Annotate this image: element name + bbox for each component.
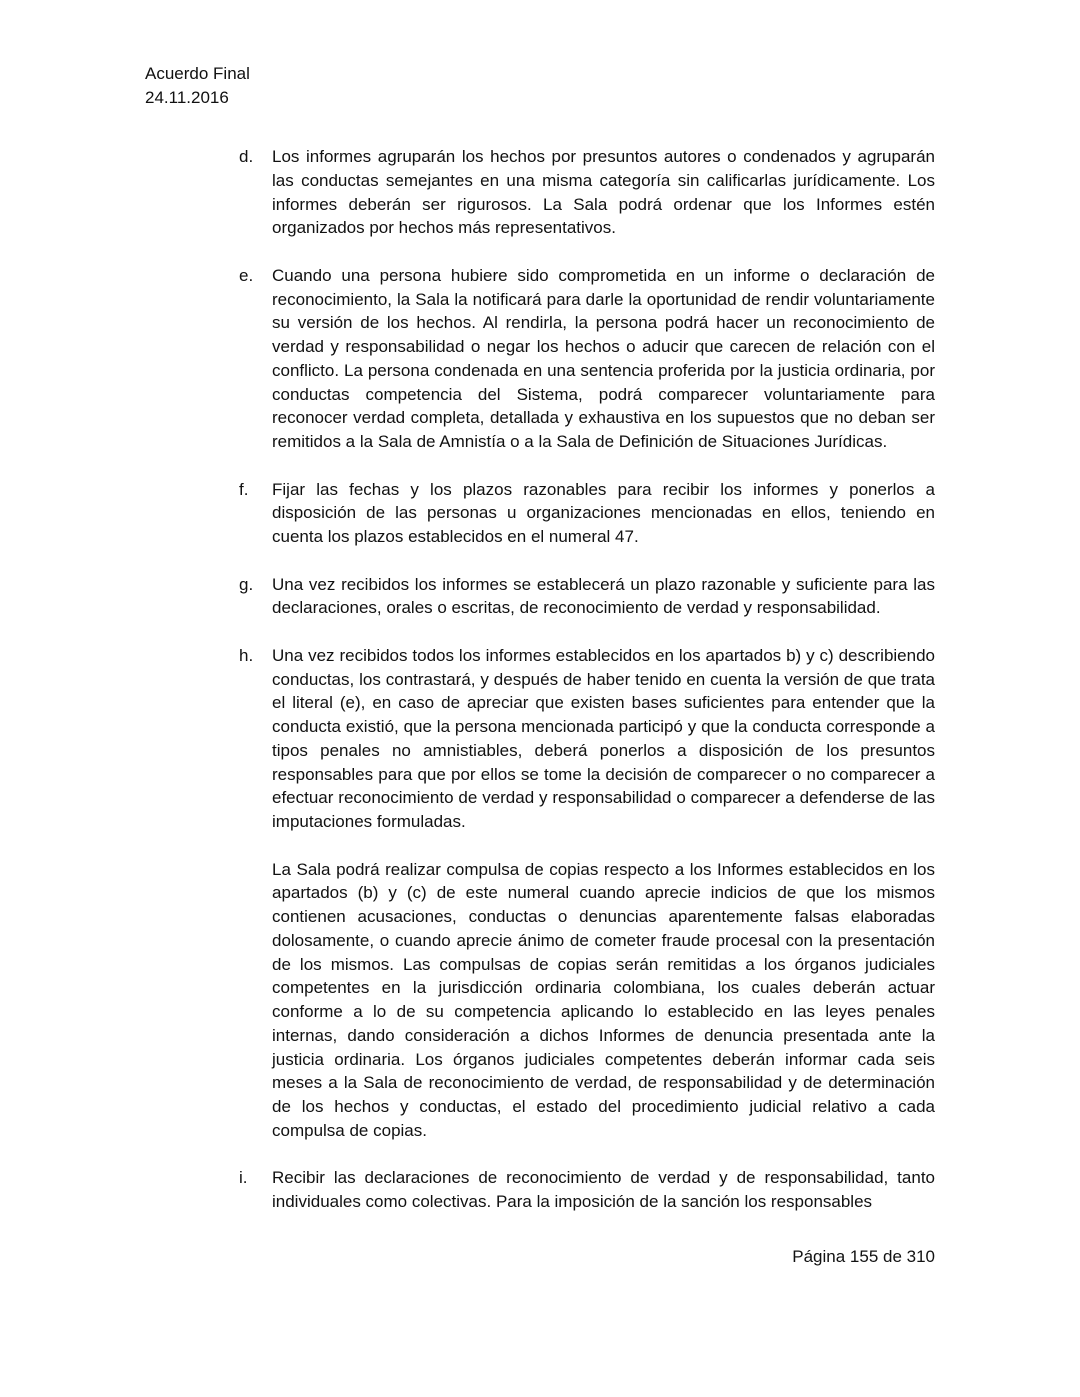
paragraph: Los informes agruparán los hechos por presuntos autores o condenados y agruparán las conductas semejantes en una misma categoría sin calificarlas jurídicamente. Los informes deberán ser rigurosos. La Sala podrá ordenar que los Informes estén organizados por hechos más representativos. bbox=[272, 147, 935, 238]
list-item-text bbox=[272, 145, 935, 240]
list-marker: g. bbox=[239, 574, 254, 594]
list-item-text bbox=[272, 573, 935, 621]
document-body bbox=[239, 145, 935, 1214]
paragraph: Cuando una persona hubiere sido comprometida en un informe o declaración de reconocimiento, la Sala la notificará para darle la oportunidad de rendir voluntariamente su versión de los hechos. Al rendirla, la persona podrá hacer un reconocimiento de verdad y responsabilidad o negar los hechos o aducir que carecen de relación con el conflicto. La persona condenada en una sentencia proferida por la justicia ordinaria, por conductas competencia del Sistema, podrá comparecer voluntariamente para reconocer verdad completa, detallada y exhaustiva en los supuestos que no deban ser remitidos a la Sala de Amnistía o a la Sala de Definición de Situaciones Jurídicas. bbox=[272, 265, 935, 451]
list-item-f bbox=[239, 478, 935, 549]
page-number: Página 155 de 310 bbox=[792, 1247, 935, 1266]
paragraph: Fijar las fechas y los plazos razonables para recibir los informes y ponerlos a disposición de las personas u organizaciones mencionadas en ellos, teniendo en cuenta los plazos establecidos en el numeral 47. bbox=[272, 479, 935, 546]
list-item-text bbox=[272, 264, 935, 454]
list-item-d bbox=[239, 145, 935, 240]
document-date: 24.11.2016 bbox=[145, 88, 229, 107]
list-item-text bbox=[272, 1166, 935, 1214]
list-item-h bbox=[239, 644, 935, 1143]
list-marker: f. bbox=[239, 479, 249, 499]
list-marker: i. bbox=[239, 1168, 248, 1188]
list-marker: d. bbox=[239, 147, 254, 166]
list-item-text bbox=[272, 478, 935, 549]
list-marker: h. bbox=[239, 645, 254, 665]
page-header bbox=[145, 62, 250, 110]
paragraph: Una vez recibidos los informes se establecerá un plazo razonable y suficiente para las declaraciones, orales o escritas, de reconocimiento de verdad y responsabilidad. bbox=[272, 574, 935, 618]
list-marker: e. bbox=[239, 265, 254, 285]
paragraph: Recibir las declaraciones de reconocimiento de verdad y de responsabilidad, tanto individuales como colectivas. Para la imposición de la sanción los responsables bbox=[272, 1168, 935, 1211]
paragraph: Una vez recibidos todos los informes establecidos en los apartados b) y c) describiendo conductas, los contrastará, y después de haber tenido en cuenta la versión de que trata el literal (e), en caso de apreciar que existen bases suficientes para entender que la conducta existió, que la persona mencionada participó y que la conducta corresponde a tipos penales no amnistiables, deberá ponerlos a disposición de los presuntos responsables para que por ellos se tome la decisión de comparecer o no comparecer a efectuar reconocimiento de verdad y responsabilidad o comparecer a defenderse de las imputaciones formuladas. bbox=[272, 645, 935, 831]
list-item-i bbox=[239, 1166, 935, 1214]
document-title: Acuerdo Final bbox=[145, 64, 250, 83]
paragraph: La Sala podrá realizar compulsa de copias respecto a los Informes establecidos en los apartados (b) y (c) de este numeral cuando aprecie indicios de que los mismos contienen acusaciones, conductas o denuncias aparentemente falsas elaboradas dolosamente, o cuando aprecie ánimo de cometer fraude procesal con la presentación de los mismos. Las compulsas de copias serán remitidas a los órganos judiciales competentes en la jurisdicción ordinaria colombiana, los cuales deberán actuar conforme a lo de su competencia aplicando lo establecido en las leyes penales internas, dando consideración a dichos Informes de denuncia presentada ante la justicia ordinaria. Los órganos judiciales competentes deberán informar cada seis meses a la Sala de reconocimiento de verdad, de responsabilidad y de determinación de los hechos y conductas, el estado del procedimiento judicial relativo a cada compulsa de copias. bbox=[272, 859, 935, 1140]
list-item-e bbox=[239, 264, 935, 454]
list-item-g bbox=[239, 573, 935, 621]
list-item-text bbox=[272, 644, 935, 1143]
